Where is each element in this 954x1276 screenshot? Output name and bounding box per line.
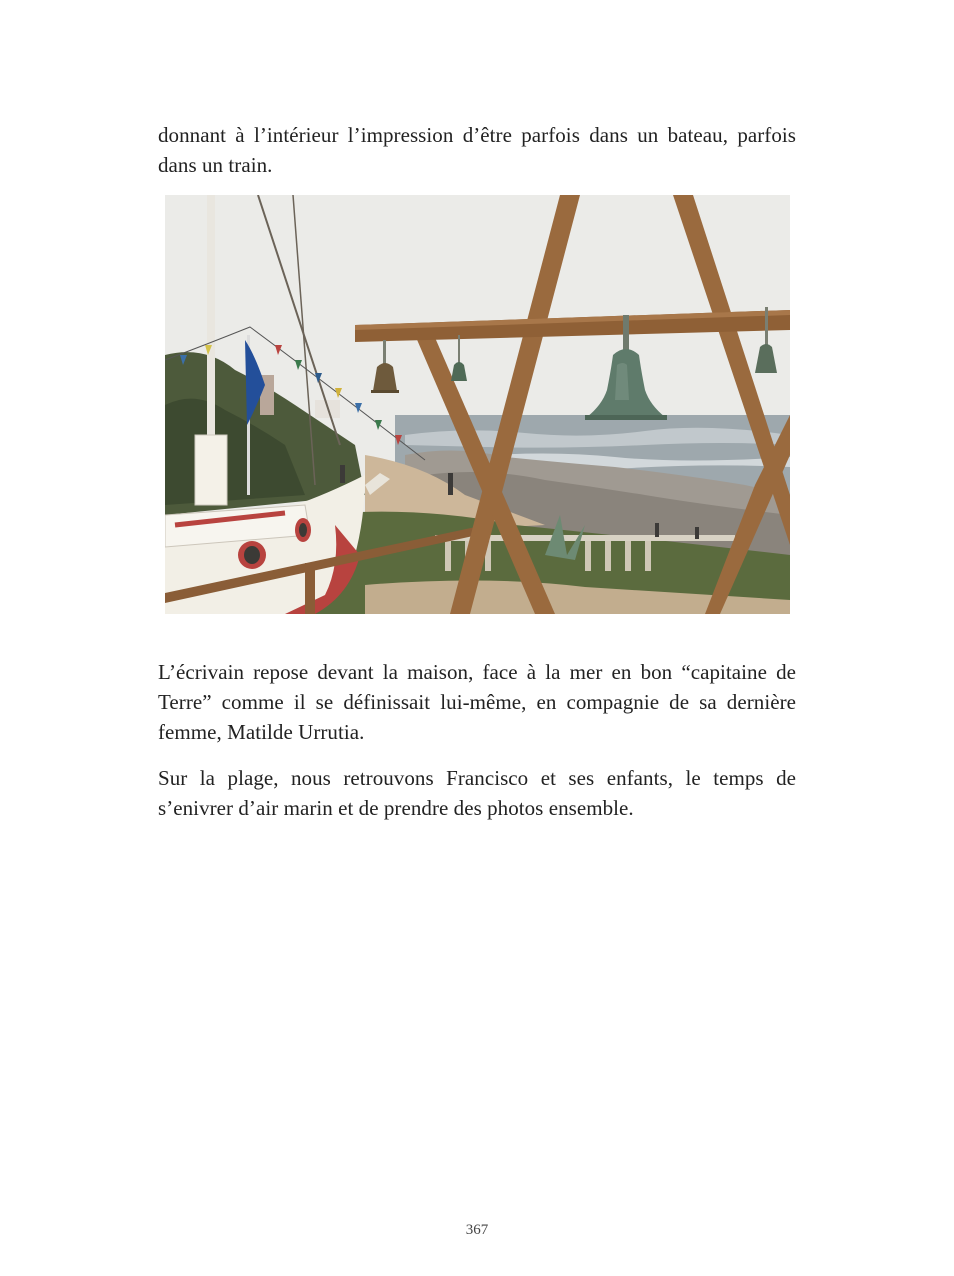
photo-illustration (165, 195, 790, 614)
photo-bells-and-boat (165, 195, 790, 614)
paragraph-2: L’écrivain repose devant la maison, face à la mer en bon “capitaine de Terre” comme il se définissait lui-même, en compagnie de sa dernière femme, Matilde Urrutia. (158, 660, 796, 744)
paragraph-3: Sur la plage, nous retrouvons Francisco et ses enfants, le temps de s’enivrer d’air marin et de prendre des photos ensemble. (158, 766, 796, 820)
page-number: 367 (465, 1222, 489, 1238)
paragraph-1: donnant à l’intérieur l’impression d’être parfois dans un bateau, parfois dans un train. (158, 123, 796, 177)
